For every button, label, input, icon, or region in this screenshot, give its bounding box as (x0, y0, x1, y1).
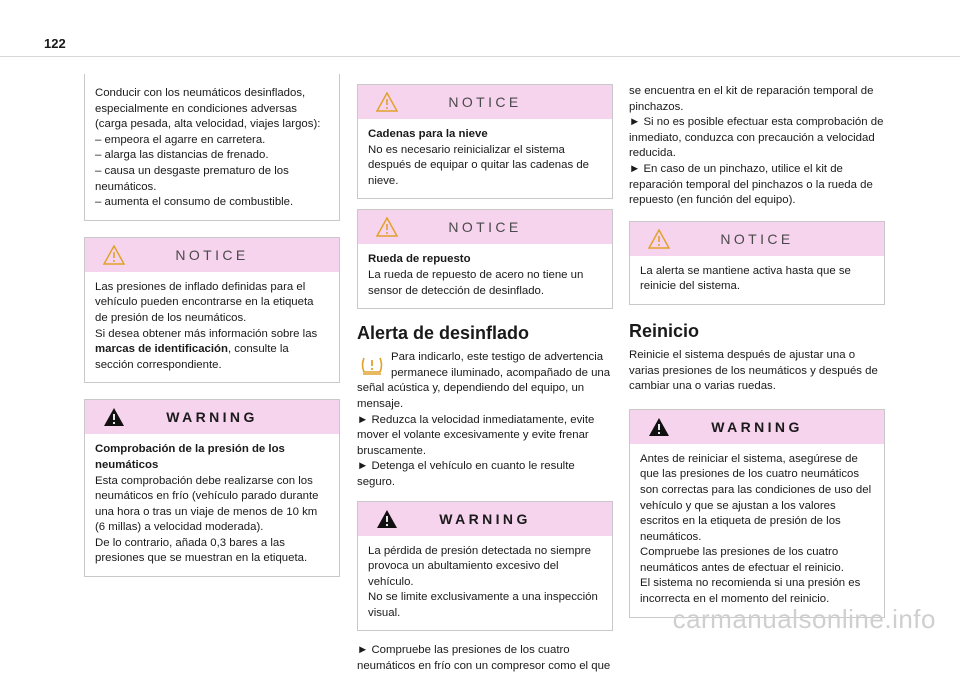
section-text: Reinicie el sistema después de ajustar una o varias presiones de los neumáticos y después de cambiar una o varias ruedas. (629, 348, 878, 393)
notice-header (85, 238, 339, 272)
warning-box (357, 501, 613, 632)
notice-text-2: Si desea obtener más información sobre las marcas de identificación, consulte la sección correspondiente. (95, 327, 318, 371)
watermark: carmanualsonline.info (672, 604, 936, 634)
warning-text: No se limite exclusivamente a una inspección visual. (368, 591, 598, 619)
warning-text: Compruebe las presiones de los cuatro neumáticos antes de efectuar el reinicio. (640, 546, 844, 574)
intro-item: – aumenta el consumo de combustible. (95, 196, 294, 209)
notice-box-chains (357, 84, 613, 199)
intro-item: – causa un desgaste prematuro de los neumáticos. (95, 164, 289, 193)
warning-header (358, 502, 612, 536)
warning-text: De lo contrario, añada 0,3 bares a las presiones que se muestran en la etiqueta. (95, 536, 308, 565)
warning-box (629, 409, 885, 618)
intro-item: – empeora el agarre en carretera. (95, 133, 266, 146)
notice-box-spare (357, 209, 613, 309)
notice-title: NOTICE (448, 219, 522, 236)
notice-text: Las presiones de inflado definidas para el vehículo pueden encontrarse en la etiqueta de presión de los neumáticos. (95, 280, 314, 324)
warning-text: El sistema no recomienda si una presión es incorrecta en el momento del reinicio. (640, 577, 861, 606)
notice-title: NOTICE (448, 94, 522, 110)
continued-text: se encuentra en el kit de reparación temporal de pinchazos. (629, 85, 874, 113)
notice-header (358, 85, 612, 119)
notice-header (630, 222, 884, 256)
column-2 (357, 84, 613, 675)
warning-triangle-icon (648, 417, 670, 437)
notice-triangle-icon (376, 92, 398, 112)
section-title: Alerta de desinflado (357, 323, 530, 344)
bottom-text: ► Compruebe las presiones de los cuatro neumáticos en frío con un compresor como el que (357, 644, 611, 673)
section-title: Reinicio (629, 320, 700, 341)
reset-section (629, 321, 885, 395)
warning-header (630, 410, 884, 444)
column-3 (629, 84, 885, 618)
notice-heading: Rueda de repuesto (368, 253, 471, 266)
notice-header (358, 210, 612, 244)
intro-item: – alarga las distancias de frenado. (95, 149, 269, 162)
notice-title: NOTICE (175, 246, 249, 263)
warning-text: La pérdida de presión detectada no siempre provoca un abultamiento excesivo del vehículo. (368, 544, 591, 588)
column-1 (84, 74, 340, 577)
notice-triangle-icon (103, 245, 125, 265)
warning-title: WARNING (166, 409, 258, 426)
notice-text: La rueda de repuesto de acero no tiene un sensor de detección de desinflado. (368, 268, 584, 297)
notice-text: No es necesario reinicializar el sistema después de equipar o quitar las cadenas de nieve. (368, 143, 590, 187)
warning-triangle-icon (103, 407, 125, 427)
notice-triangle-icon (648, 229, 670, 249)
intro-lead: Conducir con los neumáticos desinflados, especialmente en condiciones adversas (carga pesada, alta velocidad, viajes largos): (95, 87, 321, 131)
deflation-section (357, 323, 613, 490)
section-bullet: ► Reduzca la velocidad inmediatamente, evite mover el volante excesivamente y evite frenar bruscamente. (357, 413, 595, 457)
notice-box (84, 237, 340, 384)
warning-heading: Comprobación de la presión de los neumáticos (95, 443, 285, 471)
section-text: Para indicarlo, este testigo de advertencia permanece iluminado, acompañado de una señal acústica y, dependiendo del equipo, un mensaje. (357, 351, 611, 410)
notice-title: NOTICE (720, 230, 794, 247)
warning-header (85, 400, 339, 434)
warning-box (84, 399, 340, 577)
tyre-pressure-warning-light-icon (359, 354, 385, 376)
notice-text: La alerta se mantiene activa hasta que se reinicie del sistema. (640, 264, 851, 293)
warning-title: WARNING (711, 418, 803, 435)
intro-box (84, 74, 340, 221)
section-bullet: ► Detenga el vehículo en cuanto le resulte seguro. (357, 460, 575, 488)
notice-heading: Cadenas para la nieve (368, 128, 488, 140)
warning-title: WARNING (439, 510, 531, 527)
warning-text: Esta comprobación debe realizarse con los neumáticos en frío (vehículo parado durante una hora o tras un viaje de menos de 10 km (6 millas) a velocidad moderada). (95, 474, 319, 534)
notice-box (629, 221, 885, 305)
bullet: ► Si no es posible efectuar esta comprobación de inmediato, conduzca con precaución a velocidad reducida. (629, 116, 884, 160)
header-rule (0, 56, 960, 57)
warning-triangle-icon (376, 509, 398, 529)
bullet: ► En caso de un pinchazo, utilice el kit de reparación temporal del pinchazos o la rueda de repuesto (en función del equipo). (629, 162, 873, 207)
notice-triangle-icon (376, 217, 398, 237)
warning-text: Antes de reiniciar el sistema, asegúrese de que las presiones de los cuatro neumáticos son correctas para las condiciones de uso del vehículo y que se ajustan a los valores escritos en la etiqueta de presión de los neumáticos. (640, 452, 872, 543)
page-number: 122 (44, 36, 66, 51)
